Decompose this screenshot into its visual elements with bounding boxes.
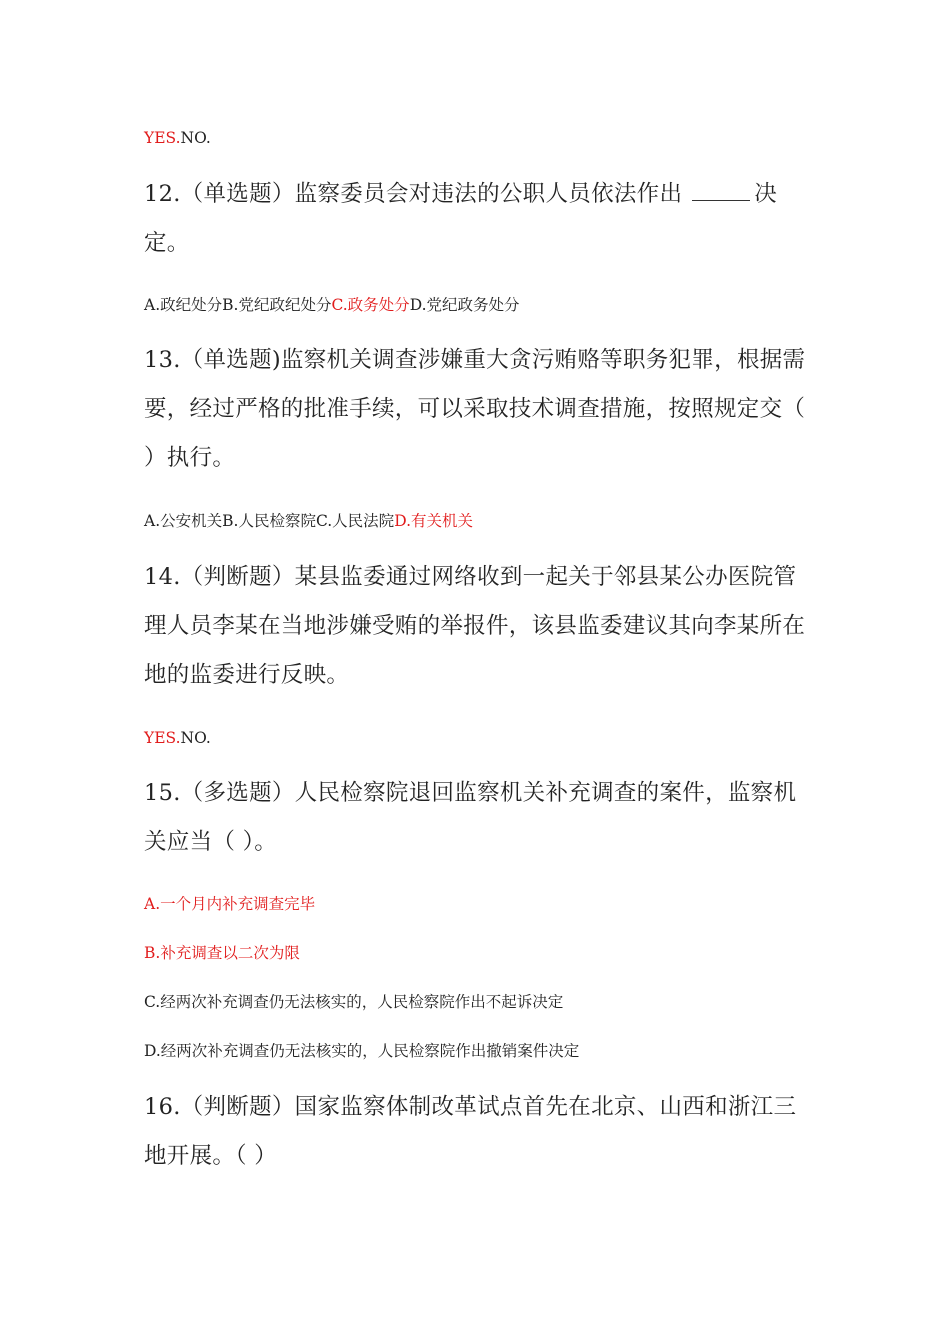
answer-yes: YES.: [144, 129, 181, 147]
option-b: B.党纪政纪处分: [222, 296, 332, 314]
question-16: 16.（判断题）国家监察体制改革试点首先在北京、山西和浙江三地开展。（ ）: [144, 1094, 797, 1169]
q13-options: [144, 511, 473, 531]
option-d: D.党纪政务处分: [409, 296, 520, 314]
question-text: 12.（单选题）监察委员会对违法的公职人员依法作出: [144, 181, 683, 207]
option-d: D.有关机关: [394, 512, 474, 530]
option-a: A.公安机关: [144, 512, 223, 530]
option-c: C.人民法院: [315, 512, 395, 530]
question-15: 15.（多选题）人民检察院退回监察机关补充调查的案件，监察机关应当（ ）。: [144, 780, 797, 855]
q15-option-a: A.一个月内补充调查完毕: [144, 895, 316, 913]
q15-option-b: B.补充调查以二次为限: [144, 944, 300, 962]
q11-answer: [144, 128, 211, 148]
option-a: A.政纪处分: [144, 296, 223, 314]
q14-answer: [144, 728, 211, 748]
q15-option-d: D.经两次补充调查仍无法核实的，人民检察院作出撤销案件决定: [144, 1042, 580, 1060]
question-14: 14.（判断题）某县监委通过网络收到一起关于邻县某公办医院管理人员李某在当地涉嫌受贿的举报件，该县监委建议其向李某所在地的监委进行反映。: [144, 564, 806, 688]
answer-yes: YES.: [144, 729, 181, 747]
answer-no: NO.: [180, 129, 211, 147]
question-12: [144, 170, 809, 268]
fill-blank: [692, 178, 750, 201]
q15-option-c: C.经两次补充调查仍无法核实的，人民检察院作出不起诉决定: [144, 993, 564, 1011]
option-c: C.政务处分: [331, 296, 410, 314]
question-13: 13.（单选题)监察机关调查涉嫌重大贪污贿赂等职务犯罪，根据需要，经过严格的批准手续，可以采取技术调查措施，按照规定交（ ）执行。: [144, 347, 806, 471]
answer-no: NO.: [180, 729, 211, 747]
q12-options: [144, 295, 520, 315]
question-text-tail: 决定。: [144, 181, 778, 256]
option-b: B.人民检察院: [222, 512, 316, 530]
